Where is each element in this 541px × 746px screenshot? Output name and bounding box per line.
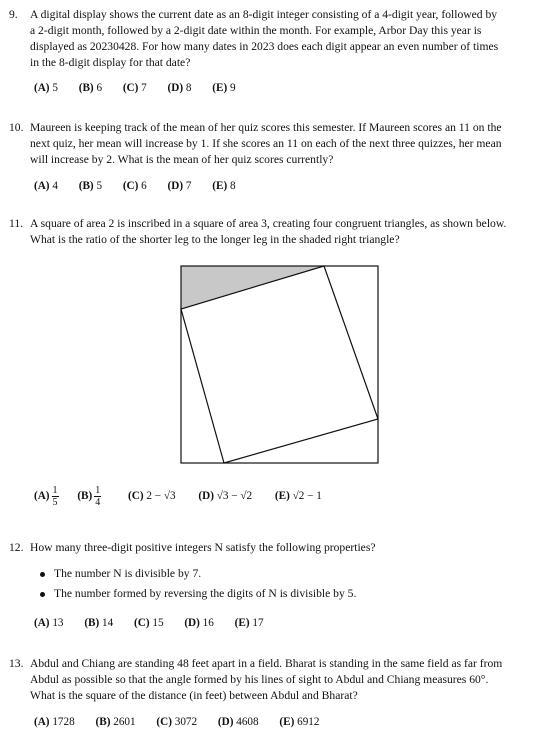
problem-line: Abdul and Chiang are standing 48 feet apart in a field. Bharat is standing in the same field as far from [30,657,503,670]
choice-b: (B) 5 [78,180,103,192]
choice-b: (B) 2601 [95,716,136,728]
choice-c: (C) 3072 [156,716,198,728]
bullet-icon [40,572,45,577]
answer-choices [34,714,337,730]
choice-a: (A) $\frac{1}{5}$ [34,485,58,508]
inscribed-squares-figure [180,265,380,465]
problem-line: will increase by 2. What is the mean of her quiz scores currently? [30,153,334,166]
problem-number: 10. [9,121,24,134]
problem-line: displayed as 20230428. For how many dates in 2023 does each digit appear an even number of times [30,40,499,53]
choice-b: (B) 14 [84,617,114,629]
choice-b: (B) 6 [78,82,103,94]
list-item: The number formed by reversing the digits of N is divisible by 5. [40,586,530,606]
choice-c: (C) 6 [122,180,147,192]
choice-d: (D) 16 [184,617,214,629]
choice-e: (E) 9 [212,82,236,94]
problem-line: What is the ratio of the shorter leg to the longer leg in the shaded right triangle? [30,233,400,246]
choice-e: (E) 6912 [279,716,320,728]
bullet-icon [40,592,45,597]
problem-text [30,656,535,704]
problem-text [30,120,535,168]
problem-text [30,216,535,248]
problem-number: 12. [9,541,24,554]
choice-d: (D) 4608 [217,716,259,728]
problem-text [30,540,535,556]
fraction: $\frac{1}{4}$ [95,485,101,508]
choice-a: (A) 5 [34,82,58,94]
choice-d: (D) √3 − √2 [198,490,253,503]
choice-e: (E) √2 − 1 [274,490,322,503]
problem-line: How many three-digit positive integers N satisfy the following properties? [30,541,376,554]
problem-line: next quiz, her mean will increase by 1. If she scores an 11 on each of the next three quizzes, her mean [30,137,502,150]
choice-d: (D) 7 [167,180,192,192]
problem-number: 11. [9,217,24,230]
choice-c: (C) 7 [122,82,147,94]
problem-line: A digital display shows the current date as an 8-digit integer consisting of a 4-digit year, followed by [30,8,498,21]
answer-choices [34,178,254,194]
property-list [40,566,530,606]
choice-c: (C) 15 [134,617,164,629]
choice-a: (A) 1728 [34,716,75,728]
answer-choices [34,80,254,96]
problem-line: A square of area 2 is inscribed in a square of area 3, creating four congruent triangles, as shown below. [30,217,507,230]
problem-number: 9. [9,8,18,21]
choice-a: (A) 13 [34,617,64,629]
choice-e: (E) 8 [212,180,236,192]
problem-line: What is the square of the distance (in feet) between Abdul and Bharat? [30,689,358,702]
problem-line: Maureen is keeping track of the mean of her quiz scores this semester. If Maureen scores an 11 on the [30,121,502,134]
problem-line: a 2-digit month, followed by a 2-digit date within the month. For example, Arbor Day this year is [30,24,482,37]
fraction: $\frac{1}{5}$ [52,485,58,508]
problem-number: 13. [9,657,24,670]
problem-text [30,7,535,71]
problem-line: Abdul as possible so that the angle formed by his lines of sight to Abdul and Chiang measures 60°. [30,673,489,686]
choice-e: (E) 17 [234,617,264,629]
choice-d: (D) 8 [167,82,192,94]
choice-a: (A) 4 [34,180,58,192]
answer-choices [34,615,282,631]
answer-choices [34,485,340,508]
list-item: The number N is divisible by 7. [40,566,530,586]
choice-b: (B) $\frac{1}{4}$ [77,485,101,508]
problem-line: in the 8-digit display for that date? [30,56,191,69]
choice-c: (C) 2 − √3 [128,490,176,503]
